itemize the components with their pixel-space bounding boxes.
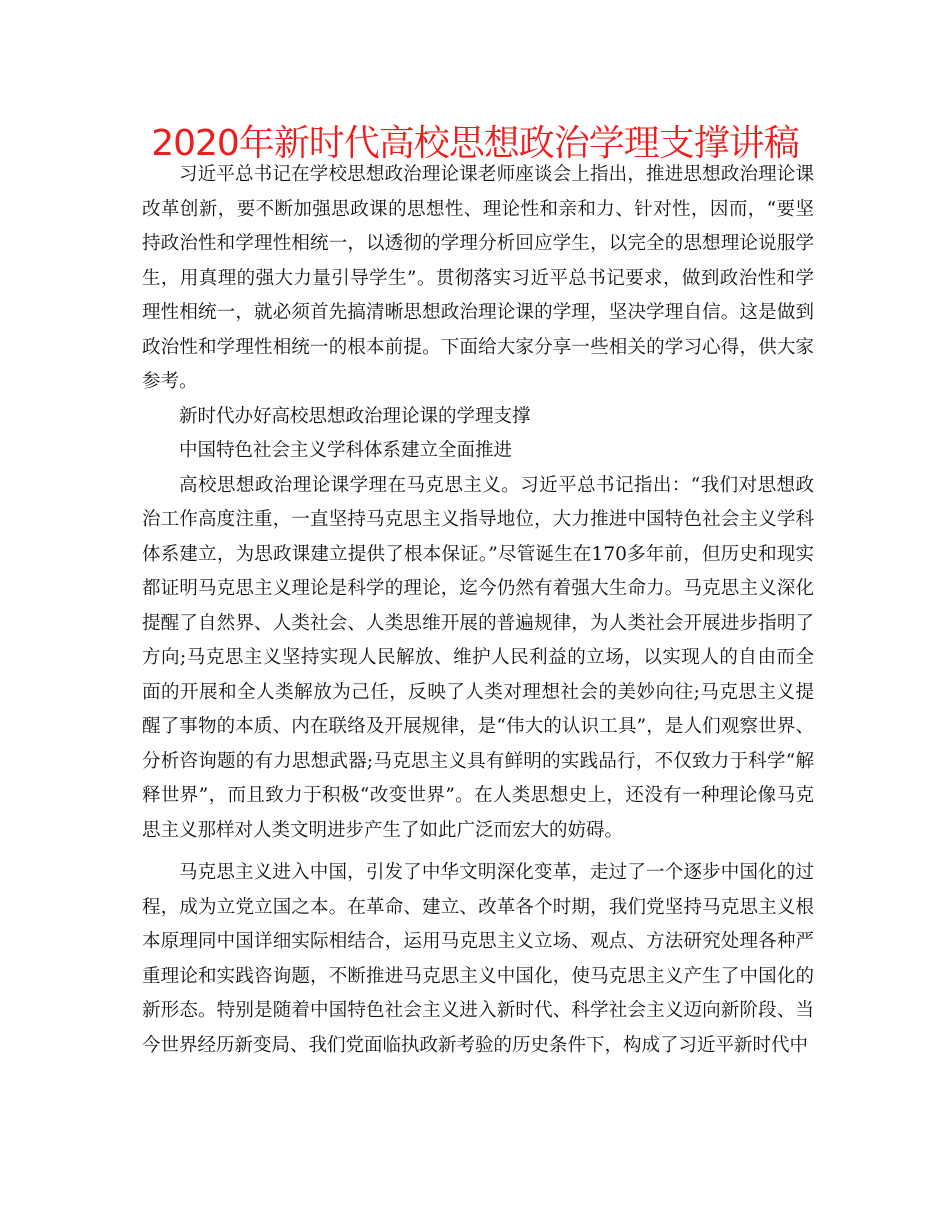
paragraph-marxism-in-china: 马克思主义进入中国，引发了中华文明深化变革，走过了一个逐步中国化的过程，成为立党立国之本。在革命、建立、改革各个时期，我们党坚持马克思主义根本原理同中国详细实际相结合，运用马克思主义立场、观点、方法研究处理各种严重理论和实践咨询题，不断推进马克思主义中国化，使马克思主义产生了中国化的新形态。特别是随着中国特色社会主义进入新时代、科学社会主义迈向新阶段、当今世界经历新变局、我们党面临执政新考验的历史条件下，构成了习近平新时代中 [142, 862, 814, 1056]
section-heading: 新时代办好高校思想政治理论课的学理支撑 [179, 405, 531, 427]
page-title: 2020年新时代高校思想政治学理支撑讲稿 [151, 123, 799, 164]
subsection-heading: 中国特色社会主义学科体系建立全面推进 [179, 440, 513, 461]
paragraph-intro: 习近平总书记在学校思想政治理论课老师座谈会上指出，推进思想政治理论课改革创新，要不断加强思政课的思想性、理论性和亲和力、针对性，因而，“要坚持政治性和学理性相统一，以透彻的学理分析回应学生，以完全的思想理论说服学生，用真理的强大力量引导学生”。贯彻落实习近平总书记要求，做到政治性和学理性相统一，就必须首先搞清晰思想政治理论课的学理，坚决学理自信。这是做到政治性和学理性相统一的根本前提。下面给大家分享一些相关的学习心得，供大家参考。 [142, 164, 814, 392]
paragraph-marxism-foundation: 高校思想政治理论课学理在马克思主义。习近平总书记指出：“我们对思想政治工作高度注重，一直坚持马克思主义指导地位，大力推进中国特色社会主义学科体系建立，为思政课建立提供了根本保证。”尽管诞生在170多年前，但历史和现实都证明马克思主义理论是科学的理论，迄今仍然有着强大生命力。马克思主义深化提醒了自然界、人类社会、人类思维开展的普遍规律，为人类社会开展进步指明了方向;马克思主义坚持实现人民解放、维护人民利益的立场，以实现人的自由而全面的开展和全人类解放为己任，反映了人类对理想社会的美妙向往;马克思主义提醒了事物的本质、内在联络及开展规律，是“伟大的认识工具”，是人们观察世界、分析咨询题的有力思想武器;马克思主义具有鲜明的实践品行，不仅致力于科学“解释世界”，而且致力于积极“改变世界”。在人类思想史上，还没有一种理论像马克思主义那样对人类文明进步产生了如此广泛而宏大的妨碍。 [142, 474, 814, 841]
document-body [142, 158, 814, 1063]
